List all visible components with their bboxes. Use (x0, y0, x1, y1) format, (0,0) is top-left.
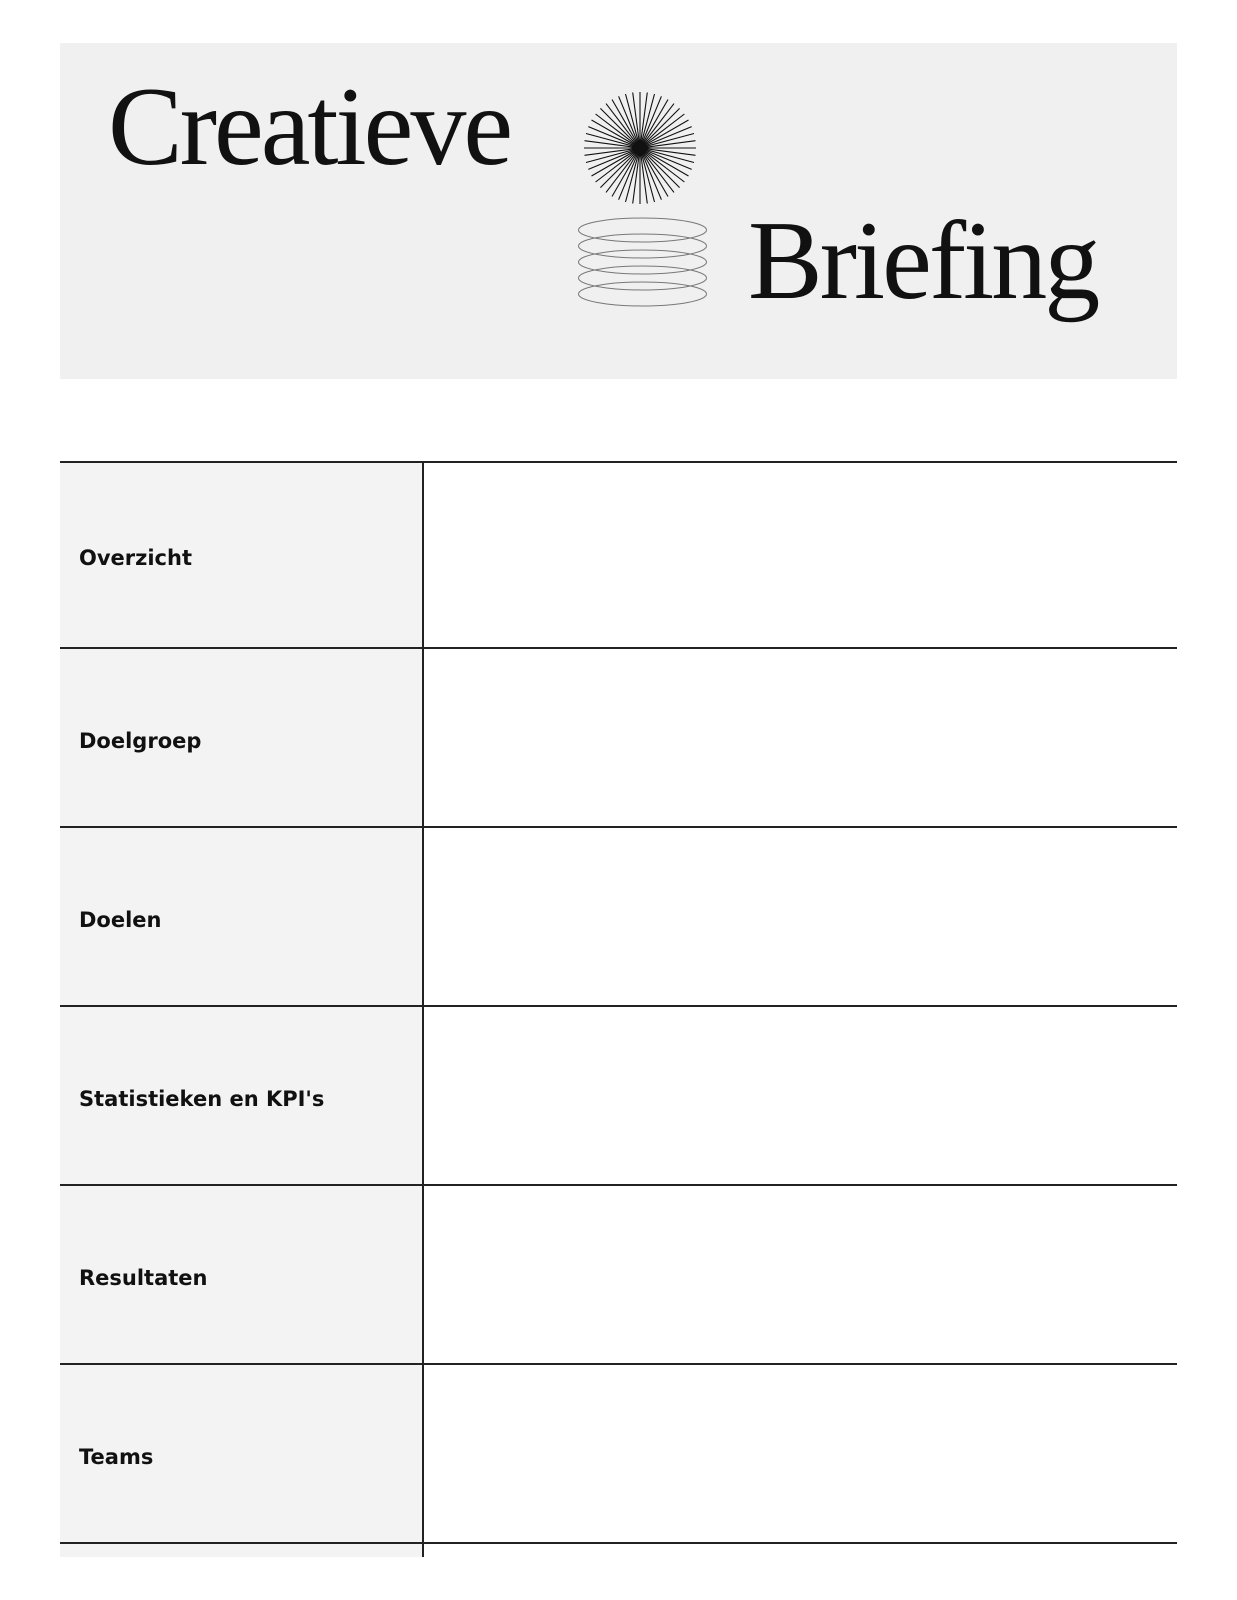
row-label-cell (60, 1007, 424, 1184)
row-value-cell (424, 1544, 1177, 1557)
row-label-cell (60, 1365, 424, 1542)
starburst-icon (580, 88, 700, 208)
header-banner (60, 43, 1177, 379)
table-bottom-border (60, 1542, 1177, 1557)
table-row (60, 1184, 1177, 1363)
row-label: Statistieken en KPI's (79, 1086, 325, 1111)
row-label: Resultaten (79, 1265, 208, 1290)
row-label: Overzicht (79, 546, 192, 570)
row-label-cell (60, 828, 424, 1005)
row-value-cell[interactable] (424, 463, 1177, 647)
table-row (60, 826, 1177, 1005)
table-row (60, 1005, 1177, 1184)
row-label: Doelgroep (79, 728, 202, 753)
row-label: Doelen (79, 907, 162, 932)
stacked-rings-icon (575, 216, 710, 311)
table-row (60, 1363, 1177, 1542)
table-row (60, 647, 1177, 826)
row-label-cell (60, 463, 424, 647)
row-label: Teams (79, 1444, 154, 1469)
row-label-cell (60, 649, 424, 826)
title-line-1: Creatieve (108, 65, 511, 189)
row-value-cell[interactable] (424, 649, 1177, 826)
row-value-cell[interactable] (424, 1186, 1177, 1363)
row-value-cell[interactable] (424, 1365, 1177, 1542)
row-value-cell[interactable] (424, 1007, 1177, 1184)
row-label-cell (60, 1544, 424, 1557)
title-line-2: Briefing (748, 199, 1098, 323)
row-value-cell[interactable] (424, 828, 1177, 1005)
briefing-table (60, 461, 1177, 1557)
row-label-cell (60, 1186, 424, 1363)
table-row (60, 461, 1177, 647)
